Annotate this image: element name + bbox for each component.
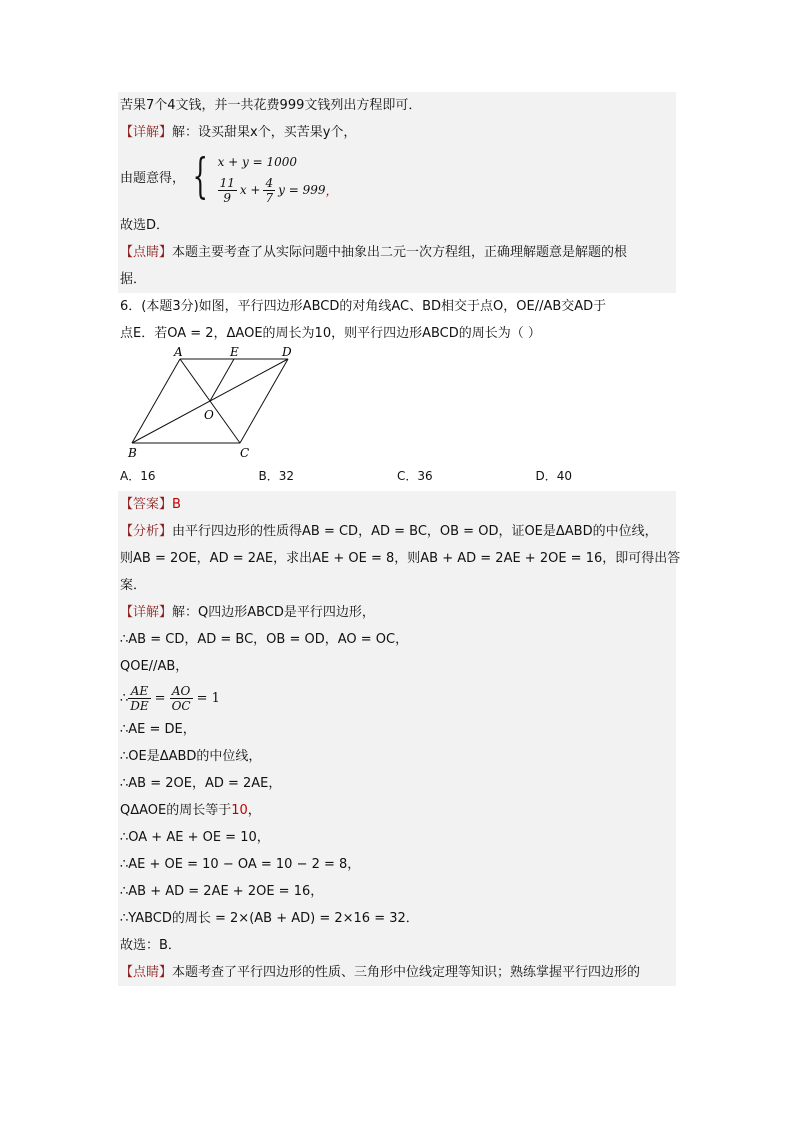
label-e: E [230,347,239,359]
equation-text: x + [239,183,261,197]
option-c[interactable]: C．36 [397,468,433,483]
ratio-line [120,680,674,716]
analysis-line-3: 案． [120,578,147,593]
text-line: 苦果7个4文钱，并一共花费999文钱列出方程即可． [120,98,422,113]
parallelogram-figure [124,347,324,459]
question-line-1: 6．(本题3分)如图，平行四边形ABCD的对角线AC、BD相交于点O，OE//AB交AD于 [120,299,607,314]
solution-block [118,491,681,986]
perimeter-value: 10 [231,803,248,818]
fraction-ae-de: $\frac{AE}{DE}$ [130,683,149,713]
equation-2 [218,176,338,204]
left-brace-icon: { [192,148,208,204]
detail-tag: 【详解】 [120,125,173,140]
option-d[interactable]: D．40 [535,468,573,483]
choice-line: 故选：B． [120,938,181,953]
analysis-tag: 【分析】 [120,524,173,539]
analysis-text: 由平行四边形的性质得AB = CD，AD = BC，OB = OD，证OE是ΔABD的中位线， [172,524,658,539]
label-c: C [240,446,250,459]
comment-line-2: 据． [120,272,147,287]
page-content [118,92,681,986]
answer-line [120,491,674,518]
step-line: ∴OE是ΔABD的中位线， [120,749,262,764]
option-b[interactable]: B．32 [258,468,295,483]
step-line: ∴OA + AE + OE = 10， [120,830,270,845]
options-row [120,459,674,491]
perimeter-line [120,797,674,824]
ratio-tail: = 1 [196,690,220,706]
equation-1: x + y = 1000 [217,155,298,169]
comment-tag: 【点睛】 [120,965,173,980]
step-line: ∴AB + AD = 2AE + 2OE = 16， [120,884,324,899]
detail-line [120,599,674,626]
comment-line [120,239,674,266]
step-line: ∴AB = 2OE，AD = 2AE， [120,776,282,791]
detail-tag: 【详解】 [120,605,173,620]
system-intro: 由题意得， [120,170,186,186]
system-lines [218,148,338,204]
analysis-line-1 [120,518,674,545]
analysis-line-2: 则AB = 2OE，AD = 2AE，求出AE + OE = 8，则AB + AD = 2AE + 2OE = 16，即可得出答 [120,551,681,566]
previous-solution-block [118,92,676,293]
comma: ， [325,183,338,198]
step-line: ∴AB = CD，AD = BC，OB = OD，AO = OC， [120,632,409,647]
fraction: $\frac{4}{7}$ [265,175,274,205]
fraction-ao-oc: $\frac{AO}{OC}$ [171,683,191,713]
equals-sign: = [154,690,166,706]
label-b: B [128,446,137,459]
comment-text: 本题主要考查了从实际问题中抽象出二元一次方程组，正确理解题意是解题的根 [172,245,628,260]
comment-line [120,959,674,986]
equation-system [120,146,674,206]
label-a: A [174,347,183,359]
answer-line: 故选D． [120,218,170,233]
fraction: $\frac{11}{9}$ [219,175,235,205]
therefore-symbol: ∴ [120,690,129,706]
question-6 [118,293,676,491]
answer-tag: 【答案】 [120,497,173,512]
step-line: ∴AE + OE = 10 − OA = 10 − 2 = 8， [120,857,361,872]
step-line: ∴AE = DE， [120,722,196,737]
step-line: QOE//AB， [120,659,189,674]
comment-text: 本题考查了平行四边形的性质、三角形中位线定理等知识；熟练掌握平行四边形的 [172,965,641,980]
detail-text: 解：Q四边形ABCD是平行四边形， [172,605,375,620]
label-o: O [204,408,214,422]
option-a[interactable]: A．16 [120,468,156,483]
answer-value: B [172,497,181,512]
comment-tag: 【点睛】 [120,245,173,260]
label-d: D [282,347,292,359]
perimeter-text: QΔAOE的周长等于 [120,803,232,818]
detail-text: 解：设买甜果x个，买苦果y个， [172,125,357,140]
equation-text: y = 999 [278,183,326,197]
step-line: ∴YABCD的周长 = 2×(AB + AD) = 2×16 = 32． [120,911,419,926]
question-line-2: 点E．若OA = 2，ΔAOE的周长为10，则平行四边形ABCD的周长为（ ） [120,326,541,341]
detail-line [120,119,674,146]
perimeter-comma: ， [247,803,261,818]
